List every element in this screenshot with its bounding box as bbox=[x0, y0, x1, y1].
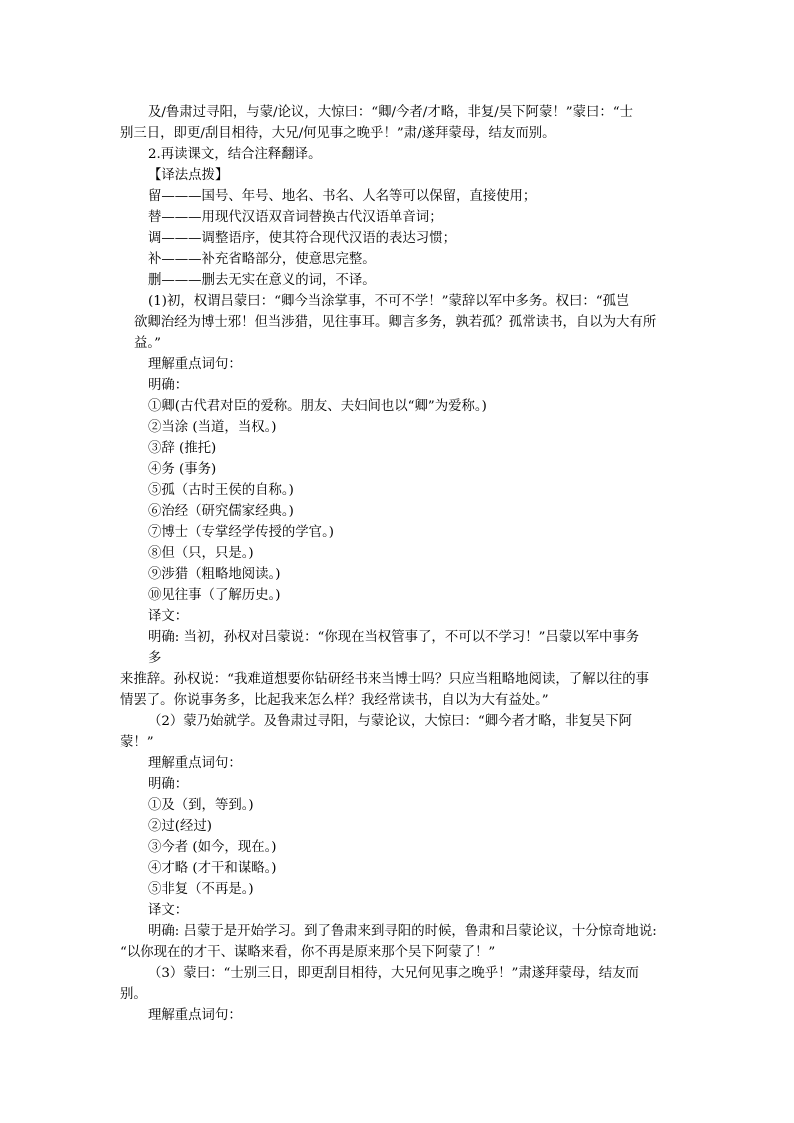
text-line: 删———删去无实在意义的词，不译。 bbox=[148, 273, 376, 288]
text-line: 理解重点词句： bbox=[148, 357, 242, 372]
text-line: ⑦博士（专掌经学传授的学官。) bbox=[148, 525, 334, 540]
text-line: 别三日，即更/刮目相待，大兄/何见事之晚乎！”肃/遂拜蒙母，结友而别。 bbox=[120, 126, 556, 141]
text-line: (1)初，权谓吕蒙曰：“卿今当涂掌事，不可不学！”蒙辞以军中多务。权曰：“孤岂 bbox=[148, 294, 630, 309]
text-line: 多 bbox=[148, 651, 162, 666]
text-line: 来推辞。孙权说：“我难道想要你钻研经书来当博士吗？只应当粗略地阅读，了解以往的事 bbox=[120, 672, 650, 687]
text-line: 明确: 当初，孙权对吕蒙说：“你现在当权管事了，不可以不学习！”吕蒙以军中事务 bbox=[148, 630, 640, 645]
text-line: 补———补充省略部分，使意思完整。 bbox=[148, 252, 376, 267]
text-line: 留———国号、年号、地名、书名、人名等可以保留，直接使用； bbox=[148, 189, 537, 204]
text-line: ③辞 (推托) bbox=[148, 441, 217, 456]
text-line: ⑨涉猎（粗略地阅读。) bbox=[148, 567, 281, 582]
text-line: ④才略 (才干和谋略。) bbox=[148, 861, 277, 876]
text-line: ⑧但（只，只是。) bbox=[148, 546, 254, 561]
text-line: ⑤非复（不再是。) bbox=[148, 882, 254, 897]
text-line: （2）蒙乃始就学。及鲁肃过寻阳，与蒙论议，大惊曰：“卿今者才略，非复吴下阿 bbox=[148, 714, 633, 729]
text-line: 译文： bbox=[148, 903, 189, 918]
text-line: 调———调整语序，使其符合现代汉语的表达习惯； bbox=[148, 231, 456, 246]
section-heading: 【译法点拨】 bbox=[148, 168, 229, 183]
text-line: ④务 (事务) bbox=[148, 462, 217, 477]
text-line: 明确： bbox=[148, 777, 189, 792]
text-line: 理解重点词句： bbox=[148, 756, 242, 771]
text-line: ⑤孤（古时王侯的自称。) bbox=[148, 483, 294, 498]
text-line: （3）蒙曰：“士别三日，即更刮目相待，大兄何见事之晚乎！”肃遂拜蒙母，结友而 bbox=[148, 966, 639, 981]
text-line: 欲卿治经为博士邪！但当涉猎，见往事耳。卿言多务，孰若孤？孤常读书，自以为大有所 bbox=[134, 315, 657, 330]
text-line: 别。 bbox=[120, 987, 147, 1002]
text-line: ⑥治经（研究儒家经典。) bbox=[148, 504, 294, 519]
text-line: “以你现在的才干、谋略来看，你不再是原来那个吴下阿蒙了！” bbox=[120, 945, 496, 960]
text-line: 明确： bbox=[148, 378, 189, 393]
text-line: 2.再读课文，结合注释翻译。 bbox=[148, 147, 322, 162]
text-line: ⑩见往事（了解历史。) bbox=[148, 588, 281, 603]
text-line: 益。” bbox=[134, 336, 161, 351]
text-line: ①及（到，等到。) bbox=[148, 798, 254, 813]
text-line: ①卿(古代君对臣的爱称。朋友、夫妇间也以“卿”为爱称。) bbox=[148, 399, 487, 414]
text-line: 情罢了。你说事务多，比起我来怎么样？我经常读书，自以为大有益处。” bbox=[120, 693, 549, 708]
text-line: 及/鲁肃过寻阳，与蒙/论议，大惊曰：“卿/今者/才略，非复/吴下阿蒙！”蒙曰：“士 bbox=[148, 105, 633, 120]
text-line: 替———用现代汉语双音词替换古代汉语单音词； bbox=[148, 210, 443, 225]
text-line: ②过(经过) bbox=[148, 819, 213, 834]
text-line: 明确: 吕蒙于是开始学习。到了鲁肃来到寻阳的时候，鲁肃和吕蒙论议，十分惊奇地说: bbox=[148, 924, 657, 939]
text-line: ②当涂 (当道，当权。) bbox=[148, 420, 277, 435]
text-line: 译文： bbox=[148, 609, 189, 624]
text-line: ③今者 (如今，现在。) bbox=[148, 840, 277, 855]
text-line: 蒙！” bbox=[120, 735, 154, 750]
text-line: 理解重点词句： bbox=[148, 1008, 242, 1023]
